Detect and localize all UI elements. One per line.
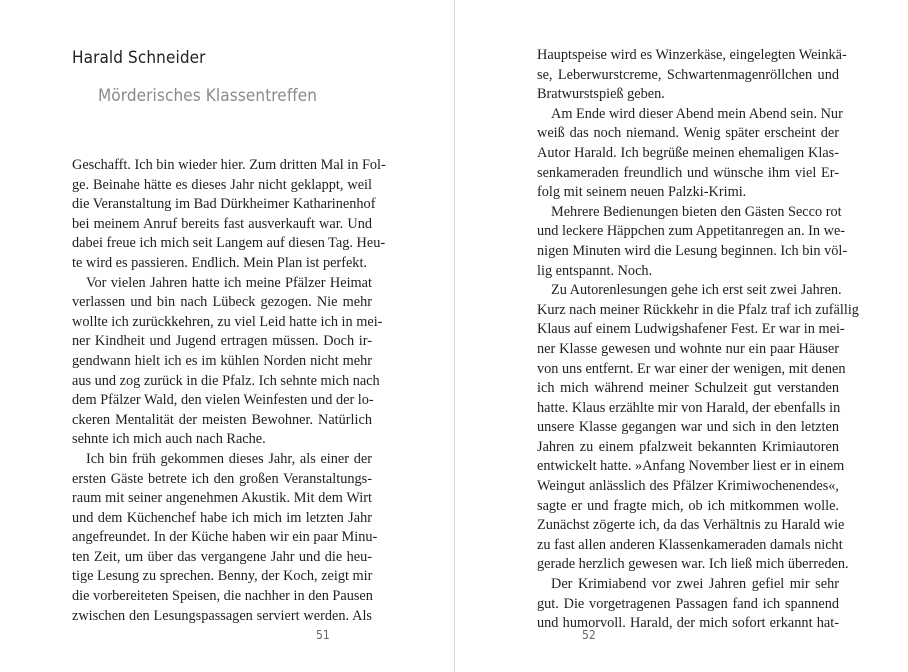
page-number-left: 51 [316,628,330,642]
text-line: nigen Minuten wird die Lesung beginnen. Ich bin völ- [537,242,848,259]
text-line: lig entspannt. Noch. [537,262,653,279]
text-line: Hauptspeise wird es Winzerkäse, eingelegten Weinkä- [537,47,847,63]
book-title: Mörderisches Klassentreffen [98,86,318,106]
text-line: und leckere Häppchen zum Appetitanregen an. In we- [537,223,846,240]
text-line: tige Lesung zu sprechen. Benny, der Koch, zeigt mir [72,568,373,585]
text-line: raum mit seiner angenehmen Akustik. Mit dem Wirt [72,490,372,507]
text-line: und humorvoll. Harald, der mich sofort erkannt hat- [537,615,839,632]
text-line: te wird es passieren. Endlich. Mein Plan ist perfekt. [72,254,367,271]
text-line: ich mich während meiner Schulzeit gut verstanden [537,380,839,397]
text-line: die vorbereiteten Speisen, die nachher in den Pausen [72,588,373,605]
text-line: Bratwurstspieß geben. [537,86,665,103]
text-line: und dem Küchenchef habe ich mich im letzten Jahr [72,509,372,526]
text-line: hatte. Klaus erzählte mir von Harald, der ebenfalls in [537,399,841,416]
text-line: Kurz nach meiner Rückkehr in die Pfalz traf ich zufällig [537,301,859,318]
text-line: Zunächst zögerte ich, da das Verhältnis zu Harald wie [537,517,845,534]
text-line: von uns entfernt. Er war einer der wenigen, mit denen [537,360,846,377]
text-line: aus und zog zurück in die Pfalz. Ich sehnte mich nach [72,372,380,389]
text-line: Am Ende wird dieser Abend mein Abend sein. Nur [551,105,843,122]
text-line: weiß das noch niemand. Wenig später erscheint der [537,125,839,142]
text-line: Weingut anlässlich des Pfälzer Krimiwochenendes«, [537,478,839,495]
text-line: ersten Gäste betrete ich den großen Veranstaltungs- [72,470,372,487]
text-line: ckeren Mentalität der meisten Bewohner. Natürlich [72,411,372,428]
text-line: Ich bin früh gekommen dieses Jahr, als einer der [86,450,372,467]
text-line: ge. Beinahe hätte es dieses Jahr nicht geklappt, weil [72,176,372,193]
text-line: verlassen und bin nach Lübeck gezogen. Nie mehr [72,294,372,311]
left-body-text [72,156,386,626]
text-line: wollte ich zurückkehren, zu viel Leid hatte ich in mei- [72,313,383,330]
right-body-text [537,46,859,634]
text-line: Mehrere Bedienungen bieten den Gästen Secco rot [551,203,842,220]
text-line: Zu Autorenlesungen gehe ich erst seit zwei Jahren. [551,282,842,299]
text-line: Geschafft. Ich bin wieder hier. Zum dritten Mal in Fol- [72,157,386,173]
text-line: entwickelt hatte. »Anfang November liest er in einem [537,458,845,475]
text-line: ner Kindheit und Jugend ertragen müssen. Doch ir- [72,333,372,350]
text-line: zwischen den Lesungspassagen serviert werden. Als [72,607,372,624]
text-line: gut. Die vorgetragenen Passagen fand ich spannend [537,595,839,612]
text-line: zu fast allen anderen Klassenkameraden damals nicht [537,536,843,553]
text-line: se, Leberwurstcreme, Schwartenmagenröllchen und [537,66,839,83]
text-line: bei meinem Anruf bereits fast ausverkauft war. Und [72,215,372,232]
text-line: Klaus auf einem Ludwigshafener Fest. Er war in mei- [537,321,845,338]
author-name: Harald Schneider [72,48,206,68]
text-line: Autor Harald. Ich begrüße meinen ehemaligen Klas- [537,144,839,161]
text-line: Der Krimiabend vor zwei Jahren gefiel mir sehr [551,576,839,593]
text-line: ten Zeit, um über das vergangene Jahr und die heu- [72,548,372,565]
text-line: die Veranstaltung im Bad Dürkheimer Katharinenhof [72,196,376,213]
right-page [455,0,908,672]
text-line: Vor vielen Jahren hatte ich meine Pfälzer Heimat [86,274,372,291]
text-line: gerade herzlich gewesen war. Ich ließ mich überreden. [537,556,849,573]
text-line: unsere Klasse gegangen war und sich in den letzten [537,419,839,436]
page-number-right: 52 [582,628,596,642]
text-line: ner Klasse gewesen und wohnte nur ein paar Häuser [537,340,839,357]
text-line: dem Pfälzer Wald, den vielen Weinfesten und der lo- [72,392,374,409]
text-line: dabei freue ich mich seit Langem auf diesen Tag. Heu- [72,235,386,252]
text-line: angefreundet. In der Küche haben wir ein paar Minu- [72,529,378,546]
text-line: sagte er und fragte mich, ob ich mitkommen wolle. [537,497,839,514]
text-line: sehnte ich mich auch nach Rache. [72,431,266,448]
text-line: folg mit seinem neuen Palzki-Krimi. [537,184,747,201]
text-line: gendwann hielt ich es im kühlen Norden nicht mehr [72,352,372,369]
text-line: Jahren zu einem pfalzweit bekannten Krimiautoren [537,438,839,455]
text-line: senkameraden freundlich und wünsche ihm viel Er- [537,164,839,181]
